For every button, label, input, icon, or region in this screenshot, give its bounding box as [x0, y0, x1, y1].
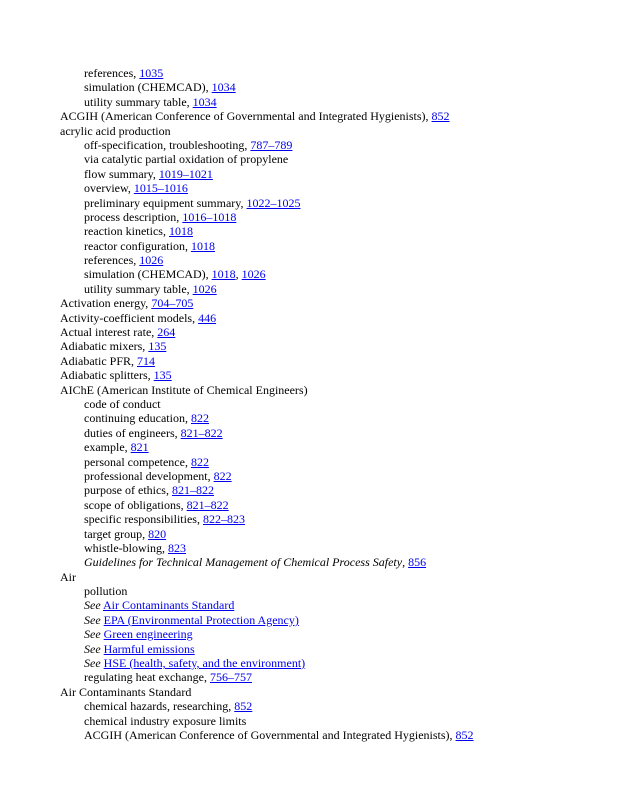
index-subentry — [60, 152, 630, 166]
entry-text: overview, — [84, 181, 134, 196]
entry-text: AIChE (American Institute of Chemical Engineers) — [60, 382, 308, 397]
page-reference-link[interactable]: 821–822 — [186, 497, 229, 512]
entry-text: ACGIH (American Conference of Governmental and Integrated Hygienists), — [84, 727, 456, 742]
index-subentry — [60, 224, 630, 238]
italic-text: See — [84, 612, 101, 627]
index-subentry — [60, 138, 630, 152]
index-entry — [60, 109, 630, 123]
index-subentry — [60, 613, 630, 627]
entry-text: professional development, — [84, 468, 214, 483]
entry-text: ACGIH (American Conference of Governmental and Integrated Hygienists), — [60, 109, 432, 124]
index-subentry — [60, 267, 630, 281]
entry-text: code of conduct — [84, 396, 161, 411]
index-subentry — [60, 483, 630, 497]
entry-text: example, — [84, 440, 131, 455]
page-reference-link[interactable]: 1018 — [211, 267, 236, 282]
page-reference-link[interactable]: 822 — [190, 411, 209, 426]
page-reference-link[interactable]: 821–822 — [180, 425, 223, 440]
entry-text: Adiabatic PFR, — [60, 353, 137, 368]
index-subentry — [60, 253, 630, 267]
index-subentry — [60, 512, 630, 526]
page-reference-link[interactable]: Air Contaminants Standard — [103, 598, 235, 613]
page-reference-link[interactable]: 852 — [431, 109, 450, 124]
entry-text: utility summary table, — [84, 94, 193, 109]
italic-text: See — [84, 656, 101, 671]
italic-text: See — [84, 598, 101, 613]
index-subentry — [60, 95, 630, 109]
page-reference-link[interactable]: 1034 — [192, 94, 217, 109]
index-subentry — [60, 642, 630, 656]
index-subentry — [60, 527, 630, 541]
page-reference-link[interactable]: 446 — [198, 310, 217, 325]
entry-text: chemical industry exposure limits — [84, 713, 247, 728]
page-reference-link[interactable]: 1026 — [241, 267, 266, 282]
page-reference-link[interactable]: 821 — [130, 440, 149, 455]
entry-text: Activity-coefficient models, — [60, 310, 199, 325]
index-subentry — [60, 455, 630, 469]
entry-text: specific responsibilities, — [84, 512, 203, 527]
page-reference-link[interactable]: 1022–1025 — [246, 195, 301, 210]
index-entry — [60, 124, 630, 138]
entry-text: target group, — [84, 526, 149, 541]
italic-text: See — [84, 627, 101, 642]
page-reference-link[interactable]: 264 — [157, 325, 176, 340]
index-entry — [60, 311, 630, 325]
entry-text: continuing education, — [84, 411, 191, 426]
index-subentry — [60, 699, 630, 713]
entry-text: utility summary table, — [84, 281, 193, 296]
index-subentry — [60, 426, 630, 440]
page-reference-link[interactable]: EPA (Environmental Protection Agency) — [103, 612, 299, 627]
page-reference-link[interactable]: 1016–1018 — [182, 209, 237, 224]
index-subentry — [60, 210, 630, 224]
page-reference-link[interactable]: 756–757 — [209, 670, 252, 685]
index-subentry — [60, 714, 630, 728]
page-reference-link[interactable]: 823 — [168, 540, 186, 555]
index-subentry — [60, 728, 630, 742]
page-reference-link[interactable]: 714 — [137, 353, 155, 368]
entry-text: reaction kinetics, — [84, 224, 169, 239]
index-subentry — [60, 80, 630, 94]
entry-text: Activation energy, — [60, 296, 152, 311]
page-reference-link[interactable]: 1035 — [139, 66, 164, 80]
index-subentry — [60, 541, 630, 555]
index-subentry — [60, 411, 630, 425]
entry-text: reactor configuration, — [84, 238, 191, 253]
page-reference-link[interactable]: 820 — [148, 526, 167, 541]
page-reference-link[interactable]: 856 — [408, 555, 427, 570]
entry-text: via catalytic partial oxidation of propylene — [84, 152, 289, 167]
entry-text: Air — [60, 569, 76, 584]
index-entry — [60, 570, 630, 584]
page-reference-link[interactable]: 822–823 — [202, 512, 245, 527]
page-reference-link[interactable]: HSE (health, safety, and the environment) — [103, 656, 306, 671]
page-reference-link[interactable]: 821–822 — [171, 483, 214, 498]
entry-text: references, — [84, 66, 140, 80]
index-subentry — [60, 181, 630, 195]
entry-text: acrylic acid production — [60, 123, 171, 138]
index-entry — [60, 685, 630, 699]
index-entry — [60, 368, 630, 382]
page-reference-link[interactable]: Green engineering — [103, 627, 193, 642]
index-subentry — [60, 670, 630, 684]
index-subentry — [60, 656, 630, 670]
entry-text: whistle-blowing, — [84, 540, 168, 555]
index-entry — [60, 354, 630, 368]
entry-text: Air Contaminants Standard — [60, 684, 192, 699]
page-reference-link[interactable]: 1026 — [192, 281, 217, 296]
page-reference-link[interactable]: 135 — [153, 368, 172, 383]
entry-text: Actual interest rate, — [60, 325, 158, 340]
page-reference-link[interactable]: 704–705 — [151, 296, 194, 311]
page-reference-link[interactable]: 1019–1021 — [158, 166, 213, 181]
entry-text: off-specification, troubleshooting, — [84, 137, 251, 152]
index-subentry — [60, 196, 630, 210]
entry-text: chemical hazards, researching, — [84, 699, 235, 714]
index-subentry — [60, 282, 630, 296]
index-page — [60, 66, 630, 742]
page-reference-link[interactable]: 787–789 — [250, 137, 293, 152]
index-subentry — [60, 239, 630, 253]
italic-text: See — [84, 641, 101, 656]
page-reference-link[interactable]: 1034 — [211, 80, 236, 95]
page-reference-link[interactable]: 1018 — [190, 238, 215, 253]
index-subentry — [60, 397, 630, 411]
index-subentry — [60, 598, 630, 612]
entry-text: regulating heat exchange, — [84, 670, 210, 685]
index-entry — [60, 296, 630, 310]
entry-text: personal competence, — [84, 454, 191, 469]
index-subentry — [60, 627, 630, 641]
index-subentry — [60, 66, 630, 80]
entry-text: purpose of ethics, — [84, 483, 172, 498]
index-subentry — [60, 167, 630, 181]
page-reference-link[interactable]: 1018 — [168, 224, 193, 239]
entry-text: flow summary, — [84, 166, 159, 181]
page-reference-link[interactable]: 852 — [234, 699, 253, 714]
entry-text: , — [402, 555, 409, 570]
index-entry — [60, 325, 630, 339]
index-entry — [60, 383, 630, 397]
entry-text: preliminary equipment summary, — [84, 195, 247, 210]
page-reference-link[interactable]: Harmful emissions — [103, 641, 195, 656]
entry-text: , — [235, 267, 242, 282]
page-reference-link[interactable]: 822 — [190, 454, 209, 469]
page-reference-link[interactable]: 1015–1016 — [133, 181, 188, 196]
entry-text: process description, — [84, 209, 183, 224]
page-reference-link[interactable]: 852 — [455, 727, 474, 742]
index-subentry — [60, 440, 630, 454]
entry-text: duties of engineers, — [84, 425, 181, 440]
entry-text: simulation (CHEMCAD), — [84, 80, 212, 95]
entry-text: scope of obligations, — [84, 497, 187, 512]
entry-text: pollution — [84, 584, 128, 599]
page-reference-link[interactable]: 135 — [148, 339, 167, 354]
entry-text: Adiabatic splitters, — [60, 368, 154, 383]
index-subentry — [60, 555, 630, 569]
entry-text: simulation (CHEMCAD), — [84, 267, 212, 282]
entry-text: references, — [84, 253, 140, 268]
index-subentry — [60, 584, 630, 598]
entry-text: Adiabatic mixers, — [60, 339, 149, 354]
index-subentry — [60, 498, 630, 512]
page-reference-link[interactable]: 1026 — [139, 253, 164, 268]
page-reference-link[interactable]: 822 — [213, 468, 232, 483]
italic-text: Guidelines for Technical Management of Chemical Process Safety — [84, 555, 403, 570]
index-subentry — [60, 469, 630, 483]
index-entry — [60, 339, 630, 353]
